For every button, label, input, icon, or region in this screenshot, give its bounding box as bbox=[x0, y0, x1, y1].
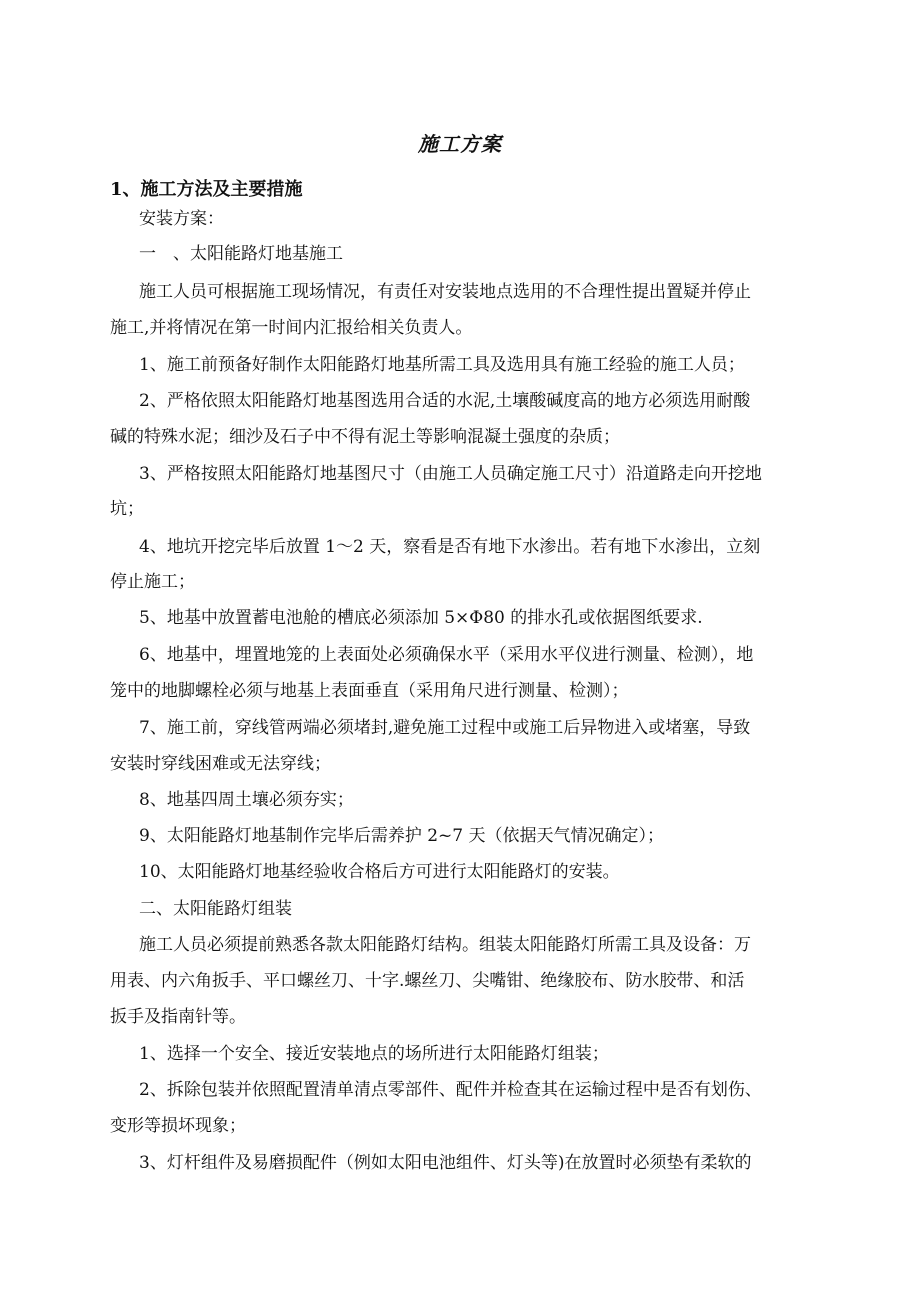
body-line: 笼中的地脚螺栓必须与地基上表面垂直（采用角尺进行测量、检测）； bbox=[110, 681, 629, 701]
body-line: 施工,并将情况在第一时间内汇报给相关负责人。 bbox=[110, 318, 473, 338]
body-line: 用表、内六角扳手、平口螺丝刀、十字.螺丝刀、尖嘴钳、绝缘胶布、防水胶带、和活 bbox=[110, 971, 745, 991]
body-line: 7、施工前，穿线管两端必须堵封,避免施工过程中或施工后异物进入或堵塞，导致 bbox=[139, 718, 751, 738]
body-line: 变形等损坏现象； bbox=[110, 1116, 246, 1136]
body-line: 3、灯杆组件及易磨损配件（例如太阳电池组件、灯头等)在放置时必须垫有柔软的 bbox=[139, 1153, 752, 1173]
body-line: 4、地坑开挖完毕后放置 1～2 天，察看是否有地下水渗出。若有地下水渗出，立刻 bbox=[139, 537, 761, 557]
section-heading: 1、施工方法及主要措施 bbox=[110, 179, 303, 200]
body-line: 10、太阳能路灯地基经验收合格后方可进行太阳能路灯的安装。 bbox=[139, 862, 620, 882]
body-line: 施工人员可根据施工现场情况，有责任对安装地点选用的不合理性提出置疑并停止 bbox=[139, 282, 751, 302]
body-line: 1、施工前预备好制作太阳能路灯地基所需工具及选用具有施工经验的施工人员； bbox=[139, 355, 745, 375]
document-title: 施工方案 bbox=[418, 132, 502, 156]
body-line: 扳手及指南针等。 bbox=[110, 1007, 246, 1027]
body-line: 2、拆除包装并依照配置清单清点零部件、配件并检查其在运输过程中是否有划伤、 bbox=[139, 1080, 762, 1100]
body-line: 二、太阳能路灯组装 bbox=[139, 899, 292, 919]
body-line: 碱的特殊水泥；细沙及石子中不得有泥土等影响混凝土强度的杂质； bbox=[110, 427, 620, 447]
body-line: 安装时穿线困难或无法穿线； bbox=[110, 754, 331, 774]
body-line: 安装方案： bbox=[139, 209, 224, 229]
body-line: 5、地基中放置蓄电池舱的槽底必须添加 5×Φ80 的排水孔或依据图纸要求. bbox=[139, 608, 703, 628]
body-line: 一 、太阳能路灯地基施工 bbox=[139, 244, 343, 264]
body-line: 施工人员必须提前熟悉各款太阳能路灯结构。组装太阳能路灯所需工具及设备：万 bbox=[139, 935, 751, 955]
body-line: 3、严格按照太阳能路灯地基图尺寸（由施工人员确定施工尺寸）沿道路走向开挖地 bbox=[139, 464, 762, 484]
body-line: 坑； bbox=[110, 499, 144, 519]
body-line: 8、地基四周土壤必须夯实； bbox=[139, 790, 354, 810]
body-line: 2、严格依照太阳能路灯地基图选用合适的水泥,土壤酸碱度高的地方必须选用耐酸 bbox=[139, 391, 751, 411]
body-line: 6、地基中，埋置地笼的上表面处必须确保水平（采用水平仪进行测量、检测），地 bbox=[139, 645, 754, 665]
body-line: 1、选择一个安全、接近安装地点的场所进行太阳能路灯组装； bbox=[139, 1044, 609, 1064]
body-line: 停止施工； bbox=[110, 572, 195, 592]
body-line: 9、太阳能路灯地基制作完毕后需养护 2~7 天（依据天气情况确定）； bbox=[139, 826, 664, 846]
